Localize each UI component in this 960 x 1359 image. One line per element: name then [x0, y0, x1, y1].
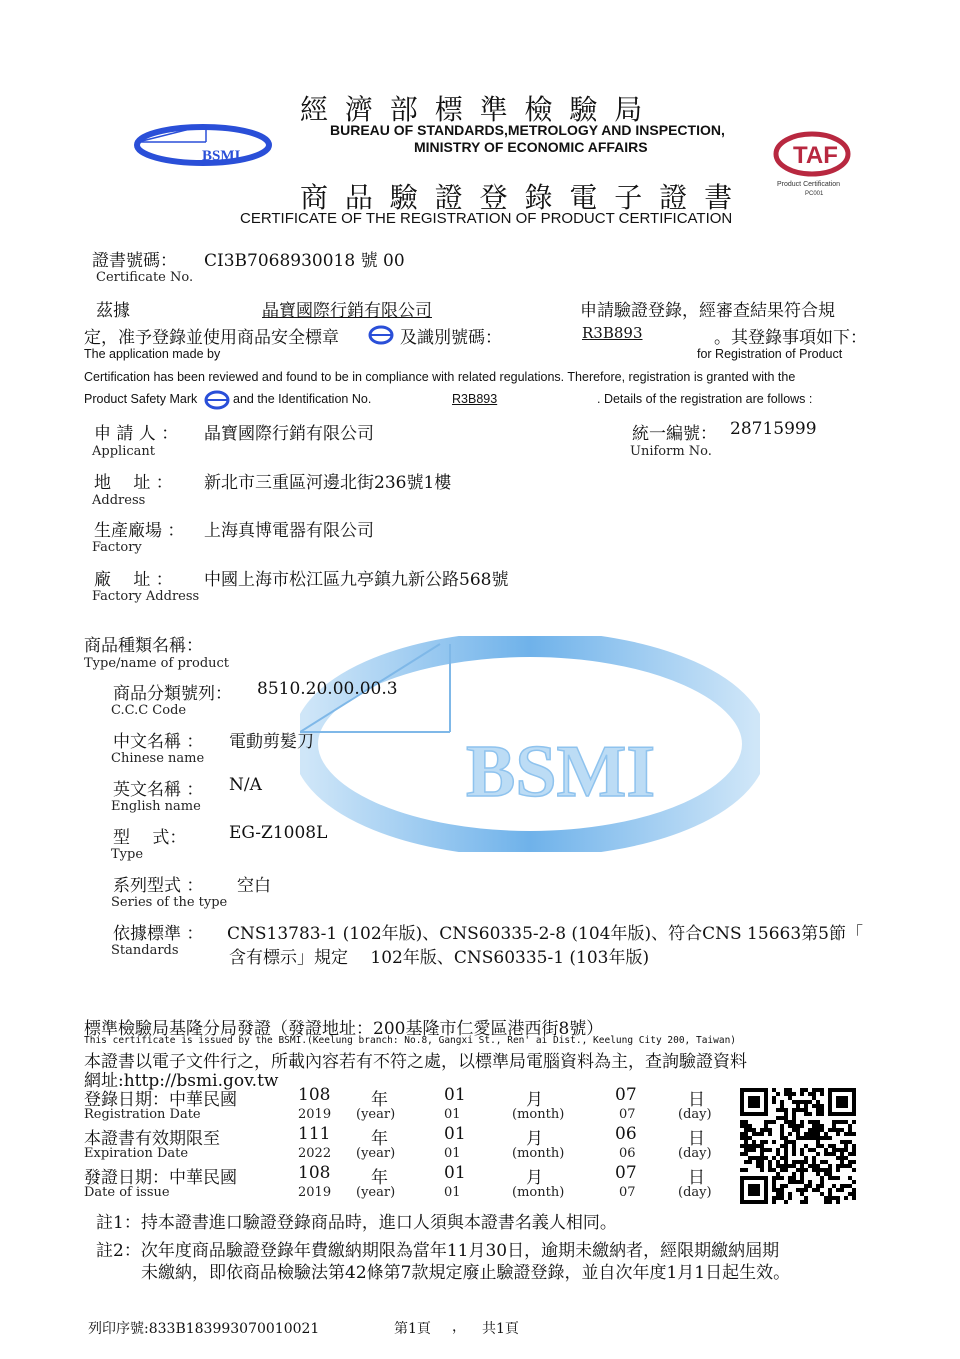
uniform-no-value: 28715999 [730, 419, 817, 439]
date-day-en: 07 [619, 1185, 636, 1200]
date-label-en: Date of issue [84, 1185, 170, 1200]
svg-text:PC001: PC001 [805, 191, 824, 197]
svg-text:BSMI: BSMI [466, 731, 656, 813]
date-label-zh: 登錄日期：中華民國 [84, 1090, 237, 1110]
month-unit-en: (month) [512, 1185, 565, 1200]
bsmi-logo [132, 122, 274, 168]
date-month-en: 01 [444, 1107, 461, 1122]
ccc-code-label-en: C.C.C Code [111, 703, 187, 718]
factory-label: 生產廠場 ： [94, 521, 185, 541]
date-year-roc: 108 [298, 1085, 331, 1105]
english-name-label: 英文名稱 ： [113, 780, 204, 800]
date-year-ce: 2019 [298, 1185, 332, 1200]
chinese-name-value: 電動剪髮刀 [229, 732, 314, 752]
date-year-ce: 2019 [298, 1107, 332, 1122]
intro-en-line3-a: Product Safety Mark [84, 392, 198, 406]
standards-line-1: CNS13783-1 (102年版)、CNS60335-2-8 (104年版)、符合CNS 15663第5節「 [227, 924, 863, 944]
date-year-roc: 111 [298, 1124, 331, 1144]
series-label-en: Series of the type [111, 895, 228, 910]
date-month: 01 [444, 1124, 466, 1144]
date-month-en: 01 [444, 1185, 461, 1200]
year-unit-zh: 年 [371, 1168, 388, 1188]
intro-apply-text: 申請驗證登錄，經審查結果符合規 [580, 301, 835, 321]
date-month: 01 [444, 1163, 466, 1183]
address-label: 地 址 ： [94, 473, 173, 493]
date-day: 07 [615, 1163, 637, 1183]
ccc-code-value: 8510.20.00.00.3 [257, 679, 398, 699]
page-separator: ， [452, 1319, 466, 1335]
intro-en-line3-d: . Details of the registration are follows : [597, 392, 813, 406]
month-unit-zh: 月 [526, 1090, 543, 1110]
issuer-line-en: This certificate is issued by the BSMI.(Keelung branch: No.8, Gangxi St., Ren' ai Dist., Keelung City 200, Taiwan) [84, 1035, 737, 1046]
uniform-no-label-en: Uniform No. [630, 444, 712, 459]
series-value: 空白 [237, 876, 271, 896]
product-type-label: 商品種類名稱： [84, 636, 203, 656]
intro-id-code: R3B893 [582, 324, 643, 342]
day-unit-zh: 日 [688, 1129, 705, 1149]
standards-label-en: Standards [111, 943, 179, 958]
factory-label-en: Factory [92, 540, 142, 555]
date-label-en: Registration Date [84, 1107, 201, 1122]
chinese-name-label-en: Chinese name [111, 751, 205, 766]
cert-no-label: 證書號碼： [92, 251, 177, 271]
date-day: 06 [615, 1124, 637, 1144]
standards-line-2: 含有標示」規定 102年版、CNS60335-1 (103年版) [229, 948, 650, 968]
e-doc-note-1: 本證書以電子文件行之，所載內容若有不符之處，以標準局電腦資料為主，查詢驗證資料 [84, 1052, 747, 1072]
safety-mark-icon [368, 325, 394, 345]
date-day-en: 06 [619, 1146, 636, 1161]
qr-code[interactable] [740, 1088, 856, 1204]
address-value: 新北市三重區河邊北街236號1樓 [204, 473, 452, 493]
factory-address-label: 廠 址 ： [94, 570, 173, 590]
note-2-line-2: 未繳納，即依商品檢驗法第42條第7款規定廢止驗證登錄，並自次年度1月1日起生效。 [141, 1263, 791, 1283]
english-name-value: N/A [229, 775, 262, 795]
intro-en-line3-b: and the Identification No. [233, 392, 372, 406]
intro-en-line3-c: R3B893 [452, 392, 498, 406]
product-type-label-en: Type/name of product [84, 656, 230, 671]
month-unit-zh: 月 [526, 1168, 543, 1188]
date-label-en: Expiration Date [84, 1146, 189, 1161]
type-label-en: Type [111, 847, 144, 862]
day-unit-en: (day) [678, 1107, 712, 1122]
intro-en-right: for Registration of Product [697, 347, 843, 361]
day-unit-zh: 日 [688, 1168, 705, 1188]
certificate-title-zh: 商 品 驗 證 登 錄 電 子 證 書 [300, 181, 737, 214]
page-total: 共1頁 [482, 1321, 519, 1337]
cert-no-label-en: Certificate No. [96, 270, 194, 285]
intro-en-left: The application made by [84, 347, 221, 361]
applicant-label: 申 請 人 ： [94, 424, 179, 444]
chinese-name-label: 中文名稱 ： [113, 732, 204, 752]
month-unit-en: (month) [512, 1107, 565, 1122]
date-year-ce: 2022 [298, 1146, 332, 1161]
date-month-en: 01 [444, 1146, 461, 1161]
e-doc-note-2: 網址:http://bsmi.gov.tw [84, 1071, 279, 1091]
certificate-title-en: CERTIFICATE OF THE REGISTRATION OF PRODUCT CERTIFICATION [240, 210, 733, 227]
safety-mark-icon [204, 389, 230, 411]
date-month: 01 [444, 1085, 466, 1105]
day-unit-en: (day) [678, 1185, 712, 1200]
note-2-line-1: 註2：次年度商品驗證登錄年費繳納期限為當年11月30日，逾期未繳納者，經限期繳納屆期 [96, 1241, 780, 1261]
day-unit-en: (day) [678, 1146, 712, 1161]
bsmi-logo-text: BSMI [202, 148, 241, 164]
year-unit-zh: 年 [371, 1090, 388, 1110]
bsmi-watermark-logo [300, 636, 760, 852]
date-day: 07 [615, 1085, 637, 1105]
standards-label: 依據標準 ： [113, 924, 204, 944]
uniform-no-label: 統一編號： [632, 424, 717, 444]
agency-name-zh: 經 濟 部 標 準 檢 驗 局 [300, 93, 647, 126]
intro-line2-b: 及識別號碼： [400, 328, 502, 348]
date-year-roc: 108 [298, 1163, 331, 1183]
day-unit-zh: 日 [688, 1090, 705, 1110]
applicant-label-en: Applicant [92, 444, 155, 459]
year-unit-en: (year) [356, 1185, 396, 1200]
date-label-zh: 發證日期：中華民國 [84, 1168, 237, 1188]
cert-no-value: CI3B7068930018 號 00 [204, 251, 405, 271]
agency-name-en-1: BUREAU OF STANDARDS,METROLOGY AND INSPECTION, [330, 122, 725, 138]
type-value: EG-Z1008L [229, 823, 328, 843]
intro-line2-c: 。其登錄事項如下： [714, 328, 867, 348]
taf-logo-text: TAF [793, 142, 838, 169]
english-name-label-en: English name [111, 799, 201, 814]
year-unit-en: (year) [356, 1146, 396, 1161]
address-label-en: Address [92, 493, 146, 508]
page-number: 第1頁 [394, 1321, 431, 1337]
intro-line2-a: 定，准予登錄並使用商品安全標章 [84, 328, 339, 348]
according-label: 茲據 [96, 301, 130, 321]
year-unit-en: (year) [356, 1107, 396, 1122]
svg-text:Product Certification: Product Certification [777, 181, 841, 188]
date-day-en: 07 [619, 1107, 636, 1122]
agency-name-en-2: MINISTRY OF ECONOMIC AFFAIRS [414, 139, 648, 155]
applicant-value: 晶寶國際行銷有限公司 [204, 424, 374, 444]
ccc-code-label: 商品分類號列： [113, 684, 232, 704]
issuer-line-zh: 標準檢驗局基隆分局發證（發證地址：200基隆市仁愛區港西街8號） [84, 1019, 604, 1039]
intro-en-line2: Certification has been reviewed and found to be in compliance with related regulations. Therefore, registration is granted with the [84, 370, 796, 384]
date-label-zh: 本證書有效期限至 [84, 1129, 220, 1149]
year-unit-zh: 年 [371, 1129, 388, 1149]
intro-company: 晶寶國際行銷有限公司 [262, 301, 432, 321]
note-1: 註1：持本證書進口驗證登錄商品時，進口人須與本證書名義人相同。 [96, 1213, 617, 1233]
month-unit-zh: 月 [526, 1129, 543, 1149]
taf-logo [772, 130, 852, 198]
print-serial-no: 列印序號:833B183993070010021 [88, 1321, 320, 1337]
month-unit-en: (month) [512, 1146, 565, 1161]
series-label: 系列型式 ： [113, 876, 204, 896]
factory-address-label-en: Factory Address [92, 589, 200, 604]
factory-address-value: 中國上海市松江區九亭鎮九新公路568號 [204, 570, 509, 590]
factory-value: 上海真博電器有限公司 [204, 521, 374, 541]
type-label: 型 式： [113, 828, 187, 848]
